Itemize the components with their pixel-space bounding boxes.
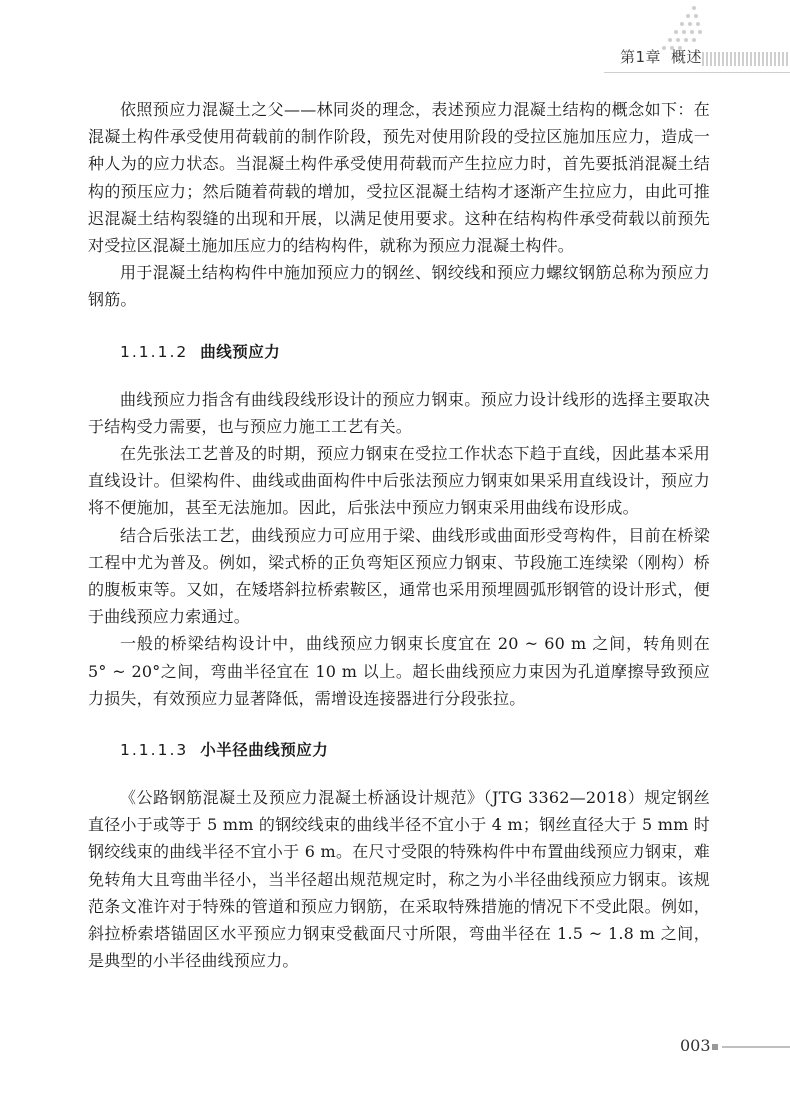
header-dot: [698, 30, 702, 34]
chapter-title: 概述: [671, 48, 703, 66]
chapter-label: 第1章: [620, 48, 662, 66]
footer-square-marker: [712, 1044, 718, 1050]
section-heading-small-radius: [120, 738, 710, 760]
header-dot: [688, 22, 692, 26]
header-dot: [694, 14, 698, 18]
page-number: 003: [680, 1036, 711, 1055]
header-dot: [692, 6, 696, 10]
section-number: 1.1.1.2: [120, 342, 189, 361]
paragraph-prestress-steel: 用于混凝土结构构件中施加预应力的钢丝、钢绞线和预应力螺纹钢筋总称为预应力钢筋。: [88, 263, 710, 310]
paragraph-code-requirements: 《公路钢筋混凝土及预应力混凝土桥涵设计规范》（JTG 3362—2018）规定钢丝直径小于或等于 5 mm 的钢绞线束的曲线半径不宜小于 4 m；钢丝直径大于 5 mm 时钢绞线束的曲线半径不宜小于 6 m。在尺寸受限的特殊构件中布置曲线预应力钢束，难免转角大且弯曲半径小，当半径超出规范规定时，称之为小半径曲线预应力钢束。该规范条文准许对于特殊的管道和预应力钢筋，在采取特殊措施的情况下不受此限。例如，斜拉桥索塔锚固区水平预应力钢束受截面尺寸所限，弯曲半径在 1.5 ~ 1.8 m 之间，是典型的小半径曲线预应力。: [88, 788, 710, 971]
section-title: 小半径曲线预应力: [200, 741, 329, 760]
header-dot: [686, 14, 690, 18]
header-stripe-decoration: [702, 52, 790, 66]
page-body: [88, 96, 710, 974]
chapter-header: [620, 46, 702, 67]
header-dot: [696, 22, 700, 26]
paragraph-pretension-history: 在先张法工艺普及的时期，预应力钢束在受拉工作状态下趋于直线，因此基本采用直线设计。但梁构件、曲线或曲面构件中后张法预应力钢束如果采用直线设计，预应力将不便施加，甚至无法施加。因此，后张法中预应力钢束采用曲线布设形成。: [88, 444, 710, 518]
header-dot: [692, 38, 696, 42]
section-number: 1.1.1.3: [120, 741, 189, 760]
header-dot: [690, 30, 694, 34]
header-rule: [604, 72, 790, 73]
header-dot: [674, 30, 678, 34]
header-dot: [682, 30, 686, 34]
section-title: 曲线预应力: [200, 342, 281, 361]
footer-rule: [722, 1046, 790, 1048]
paragraph-prestress-concept: 依照预应力混凝土之父——林同炎的理念，表述预应力混凝土结构的概念如下：在混凝土构件承受使用荷载前的制作阶段，预先对使用阶段的受拉区施加压应力，造成一种人为的应力状态。当混凝土构件承受使用荷载而产生拉应力时，首先要抵消混凝土结构的预压应力；然后随着荷载的增加，受拉区混凝土结构才逐渐产生拉应力，由此可推迟混凝土结构裂缝的出现和开展，以满足使用要求。这种在结构构件承受荷载以前预先对受拉区混凝土施加压应力的结构构件，就称为预应力混凝土构件。: [88, 100, 710, 256]
header-dot: [684, 38, 688, 42]
header-dot: [668, 38, 672, 42]
paragraph-design-parameters: 一般的桥梁结构设计中，曲线预应力钢束长度宜在 20 ~ 60 m 之间，转角则在 5° ~ 20°之间，弯曲半径宜在 10 m 以上。超长曲线预应力束因为孔道摩擦导致预应力损失，有效预应力显著降低，需增设连接器进行分段张拉。: [88, 634, 710, 708]
paragraph-posttension-application: 结合后张法工艺，曲线预应力可应用于梁、曲线形或曲面形受弯构件，目前在桥梁工程中尤为普及。例如，梁式桥的正负弯矩区预应力钢束、节段施工连续梁（刚构）桥的腹板束等。又如，在矮塔斜拉桥索鞍区，通常也采用预埋圆弧形钢管的设计形式，便于曲线预应力索通过。: [88, 525, 710, 627]
header-dot: [676, 38, 680, 42]
header-dot: [680, 22, 684, 26]
section-heading-curved-prestress: [120, 340, 710, 362]
paragraph-curved-definition: 曲线预应力指含有曲线段线形设计的预应力钢束。预应力设计线形的选择主要取决于结构受力需要，也与预应力施工工艺有关。: [88, 389, 710, 436]
